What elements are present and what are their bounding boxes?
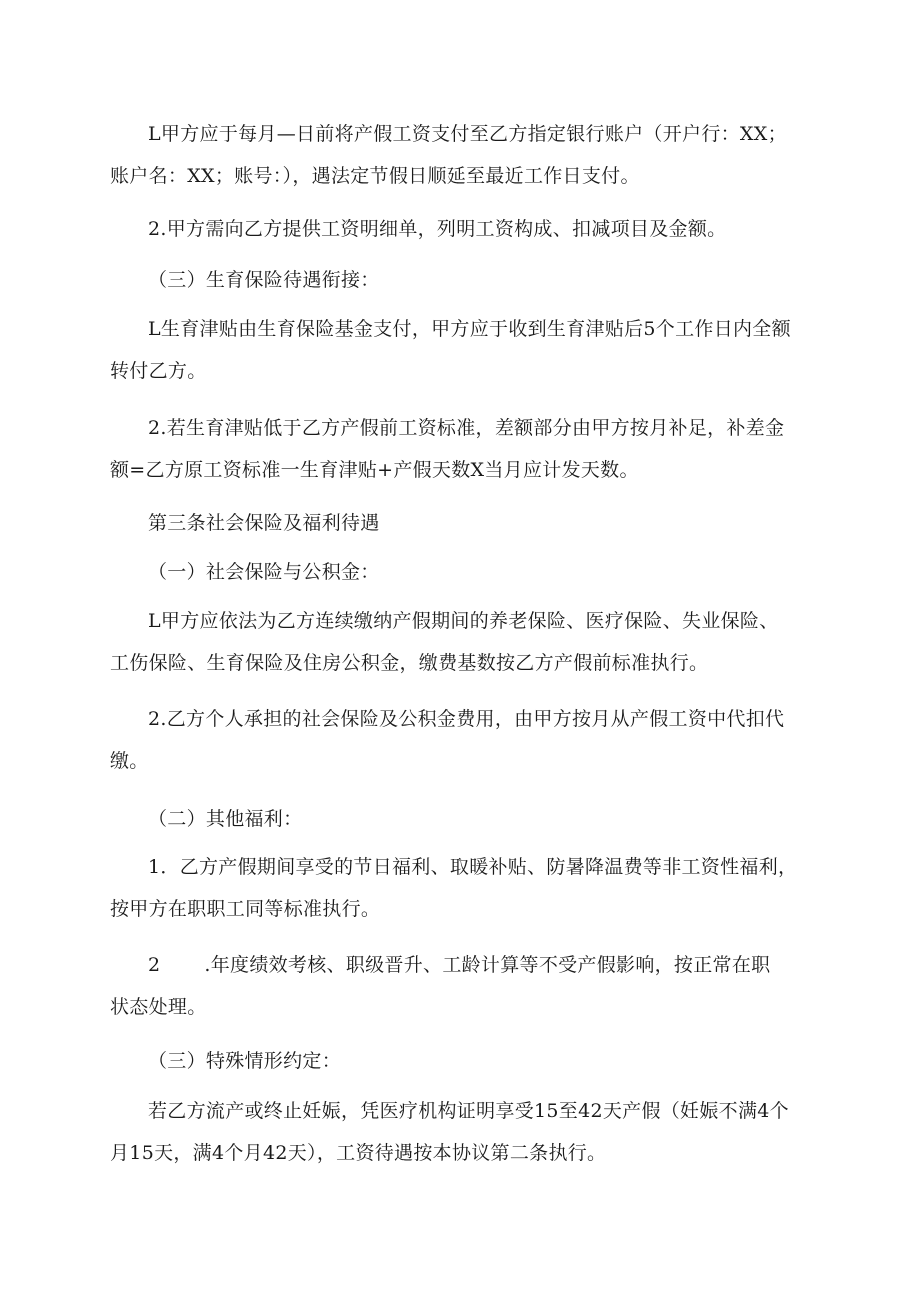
heading-article-three (110, 502, 815, 544)
heading-social-insurance (110, 551, 815, 593)
paragraph-withholding (110, 698, 815, 782)
text-line: 第三条社会保险及福利待遇 (148, 512, 380, 534)
text-line: 转付乙方。 (110, 360, 207, 382)
item-text: .年度绩效考核、职级晋升、工龄计算等不受产假影响，按正常在职 (204, 954, 771, 976)
text-line: L生育津贴由生育保险基金支付，甲方应于收到生育津贴后5个工作日内全额 (148, 318, 791, 340)
paragraph-pay-slip (110, 208, 815, 250)
paragraph-insurance-payment (110, 600, 815, 684)
text-line: 1．乙方产假期间享受的节日福利、取暖补贴、防暑降温费等非工资性福利， (148, 856, 798, 878)
text-line: 月15天，满4个月42天），工资待遇按本协议第二条执行。 (110, 1142, 607, 1164)
text-line: 状态处理。 (110, 996, 207, 1018)
text-line: L甲方应依法为乙方连续缴纳产假期间的养老保险、医疗保险、失业保险、 (148, 610, 779, 632)
text-line: 额=乙方原工资标准一生育津贴+产假天数X当月应计发天数。 (110, 459, 639, 481)
item-number: 2 (148, 954, 161, 976)
paragraph-payment-account (110, 113, 815, 197)
text-line: 工伤保险、生育保险及住房公积金，缴费基数按乙方产假前标准执行。 (110, 652, 709, 674)
text-line: 2.若生育津贴低于乙方产假前工资标准，差额部分由甲方按月补足，补差金 (148, 417, 785, 439)
text-line: 2.甲方需向乙方提供工资明细单，列明工资构成、扣减项目及金额。 (148, 218, 727, 240)
text-line: 按甲方在职职工同等标准执行。 (110, 898, 381, 920)
text-line: 缴。 (110, 750, 149, 772)
text-line (110, 944, 815, 986)
paragraph-performance-review (110, 944, 815, 1028)
heading-special-circumstances (110, 1040, 815, 1082)
text-line: 账户名：XX；账号：），遇法定节假日顺延至最近工作日支付。 (110, 165, 640, 187)
text-line: （一）社会保险与公积金： (148, 561, 380, 583)
paragraph-maternity-allowance (110, 308, 815, 392)
text-line: 若乙方流产或终止妊娠，凭医疗机构证明享受15至42天产假（妊娠不满4个 (148, 1100, 789, 1122)
heading-maternity-insurance (110, 259, 815, 301)
text-line: （三）特殊情形约定： (148, 1050, 342, 1072)
text-line: 2.乙方个人承担的社会保险及公积金费用，由甲方按月从产假工资中代扣代 (148, 708, 785, 730)
text-line: L甲方应于每月—日前将产假工资支付至乙方指定银行账户（开户行：XX； (148, 123, 787, 145)
paragraph-miscarriage-leave (110, 1090, 815, 1174)
paragraph-allowance-difference (110, 407, 815, 491)
paragraph-non-wage-benefits (110, 846, 815, 930)
heading-other-benefits (110, 798, 815, 840)
text-line: （二）其他福利： (148, 808, 303, 830)
text-line: （三）生育保险待遇衔接： (148, 269, 380, 291)
